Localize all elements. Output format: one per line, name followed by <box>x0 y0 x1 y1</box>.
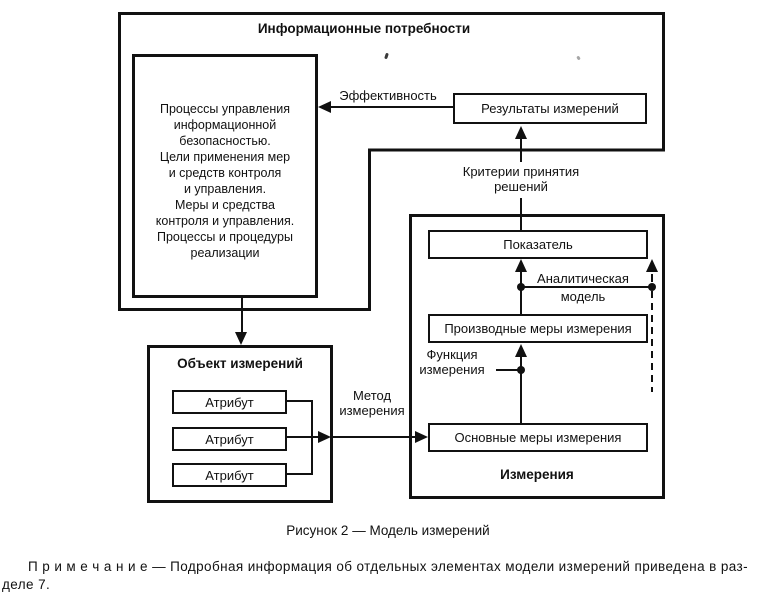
measurement-method-line1: Метод <box>352 388 392 403</box>
note-line1: П р и м е ч а н и е — Подробная информация об отдельных элементах модели измерений приведена в раз- <box>28 559 749 574</box>
measurement-function-line1: Функция <box>426 347 478 362</box>
feedback-dashed-line <box>651 291 653 392</box>
information-needs-title: Информационные потребности <box>257 21 471 36</box>
effectiveness-arrow-line <box>330 106 453 108</box>
attribute-label-1: Атрибут <box>205 394 254 410</box>
decision-criteria-line1: Критерии принятия <box>462 164 580 179</box>
attribute2-connector <box>287 436 320 438</box>
measurement-object-title: Объект измерений <box>177 356 303 371</box>
base-measures-label: Основные меры измерения <box>454 430 622 445</box>
measurement-method-label <box>331 388 413 418</box>
effectiveness-label: Эффективность <box>339 88 437 103</box>
indicator-label: Показатель <box>503 237 573 252</box>
attribute3-connector <box>287 473 313 475</box>
attribute-box-3 <box>172 463 287 487</box>
analytical-model-label-line2: модель <box>560 289 606 304</box>
decision-criteria-line-lower <box>520 198 522 215</box>
feedback-arrowhead <box>646 259 658 272</box>
criteria-entry-segment <box>520 215 522 231</box>
analytical-model-label-line1: Аналитическая <box>537 271 629 286</box>
derived-measures-label: Производные меры измерения <box>444 321 632 336</box>
measurement-method-arrow-line <box>333 436 415 438</box>
decision-criteria-line-upper <box>520 138 522 162</box>
security-processes-text <box>135 57 315 261</box>
derived-to-indicator-line <box>520 270 522 315</box>
measurement-function-label <box>411 347 493 377</box>
attribute-box-2 <box>172 427 287 451</box>
object-exit-arrowhead <box>318 431 331 443</box>
process-line: информационной <box>173 118 277 132</box>
attribute-label-3: Атрибут <box>205 467 254 483</box>
measurement-function-line <box>496 369 521 371</box>
process-line: безопасностью. <box>179 134 271 148</box>
indicator-box <box>428 230 648 259</box>
process-line: Процессы управления <box>160 102 290 116</box>
attribute1-connector <box>287 400 313 402</box>
process-line: и управления. <box>183 182 267 196</box>
measurement-results-label: Результаты измерений <box>481 101 619 116</box>
process-line: и средств контроля <box>168 166 282 180</box>
base-measures-arrowhead <box>415 431 428 443</box>
processes-to-object-line <box>241 296 243 332</box>
measurement-function-line2: измерения <box>419 362 485 377</box>
security-processes-box <box>132 54 318 298</box>
measurement-method-line2: измерения <box>339 403 405 418</box>
analytical-model-line <box>521 286 652 288</box>
figure-caption: Рисунок 2 — Модель измерений <box>286 523 490 538</box>
decision-criteria-line2: решений <box>494 179 548 194</box>
process-line: Цели применения мер <box>159 150 291 164</box>
note-line2: деле 7. <box>2 577 51 592</box>
derived-measures-box <box>428 314 648 343</box>
feedback-dash-stub <box>651 274 653 282</box>
process-line: контроля и управления. <box>155 214 295 228</box>
measurements-title: Измерения <box>500 467 574 482</box>
feedback-junction-dot <box>648 283 656 291</box>
process-line: реализации <box>190 246 260 260</box>
object-arrowhead <box>235 332 247 345</box>
process-line: Процессы и процедуры <box>157 230 293 244</box>
process-line: Меры и средства <box>175 198 275 212</box>
attribute-box-1 <box>172 390 287 414</box>
decision-criteria-label <box>446 164 596 194</box>
effectiveness-arrowhead <box>318 101 331 113</box>
measurement-results-box <box>453 93 647 124</box>
base-measures-box <box>428 423 648 452</box>
attribute-label-2: Атрибут <box>205 431 254 447</box>
